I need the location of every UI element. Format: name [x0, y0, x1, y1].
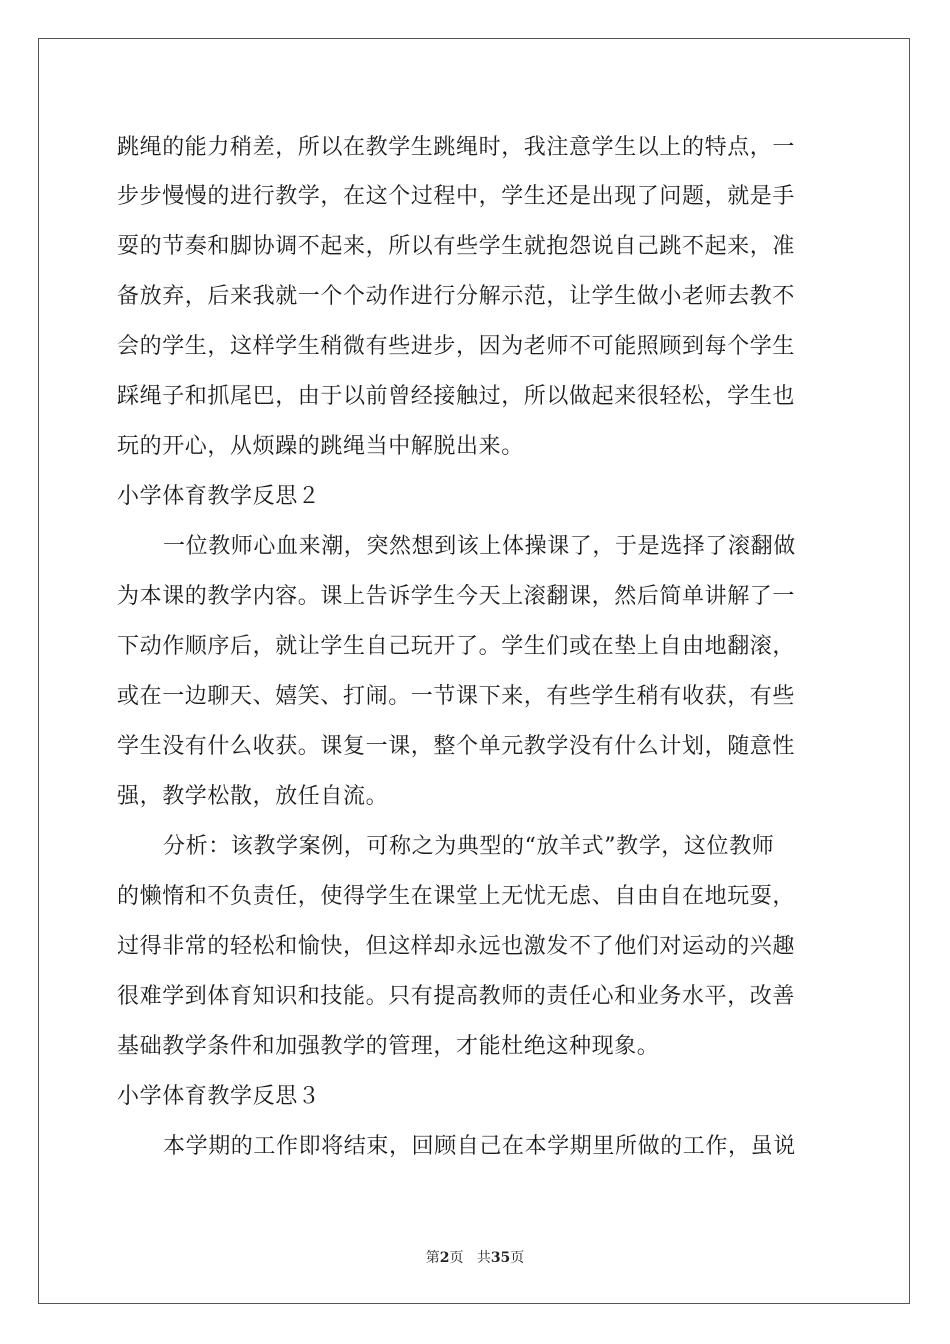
paragraph-line: 跳绳的能力稍差，所以在教学生跳绳时，我注意学生以上的特点，一 — [117, 135, 796, 160]
paragraph-line: 基础教学条件和加强教学的管理，才能杜绝这种现象。 — [117, 1034, 660, 1059]
section-heading: 小学体育教学反思２ — [117, 484, 321, 509]
paragraph-line: 过得非常的轻松和愉快，但这样却永远也激发不了他们对运动的兴趣 — [117, 934, 796, 959]
footer-total-prefix: 共 — [476, 1250, 491, 1266]
paragraph-line: 备放弃，后来我就一个个动作进行分解示范，让学生做小老师去教不 — [117, 284, 796, 309]
paragraph-line: 学生没有什么收获。课复一课，整个单元教学没有什么计划，随意性 — [117, 734, 796, 759]
footer-total-suffix: 页 — [510, 1250, 525, 1266]
paragraph-line: 会的学生，这样学生稍微有些进步，因为老师不可能照顾到每个学生 — [117, 334, 796, 359]
page-footer — [0, 1247, 950, 1267]
paragraph-line: 一位教师心血来潮，突然想到该上体操课了，于是选择了滚翻做 — [163, 534, 796, 559]
paragraph-line: 或在一边聊天、嬉笑、打闹。一节课下来，有些学生稍有收获，有些 — [117, 684, 796, 709]
paragraph-line: 强，教学松散，放任自流。 — [117, 784, 389, 809]
section-heading: 小学体育教学反思３ — [117, 1084, 321, 1109]
paragraph-line: 踩绳子和抓尾巴，由于以前曾经接触过，所以做起来很轻松，学生也 — [117, 384, 796, 409]
paragraph-line: 本学期的工作即将结束，回顾自己在本学期里所做的工作，虽说 — [163, 1134, 796, 1159]
paragraph-line: 下动作顺序后，就让学生自己玩开了。学生们或在垫上自由地翻滚， — [117, 634, 796, 659]
footer-page-prefix: 第 — [425, 1250, 440, 1266]
paragraph-line: 分析：该教学案例，可称之为典型的“放羊式”教学，这位教师 — [163, 834, 775, 859]
paragraph-line: 很难学到体育知识和技能。只有提高教师的责任心和业务水平，改善 — [117, 984, 796, 1009]
paragraph-line: 玩的开心，从烦躁的跳绳当中解脱出来。 — [117, 434, 524, 459]
footer-page-number: 2 — [439, 1250, 450, 1266]
page-frame — [38, 38, 910, 1304]
paragraph-line: 的懒惰和不负责任，使得学生在课堂上无忧无虑、自由自在地玩耍， — [117, 884, 796, 909]
paragraph-line: 为本课的教学内容。课上告诉学生今天上滚翻课，然后简单讲解了一 — [117, 584, 796, 609]
paragraph-line: 步步慢慢的进行教学，在这个过程中，学生还是出现了问题，就是手 — [117, 184, 796, 209]
paragraph-line: 耍的节奏和脚协调不起来，所以有些学生就抱怨说自己跳不起来，准 — [117, 234, 796, 259]
footer-page-suffix: 页 — [449, 1250, 464, 1266]
footer-total-pages: 35 — [490, 1250, 511, 1266]
